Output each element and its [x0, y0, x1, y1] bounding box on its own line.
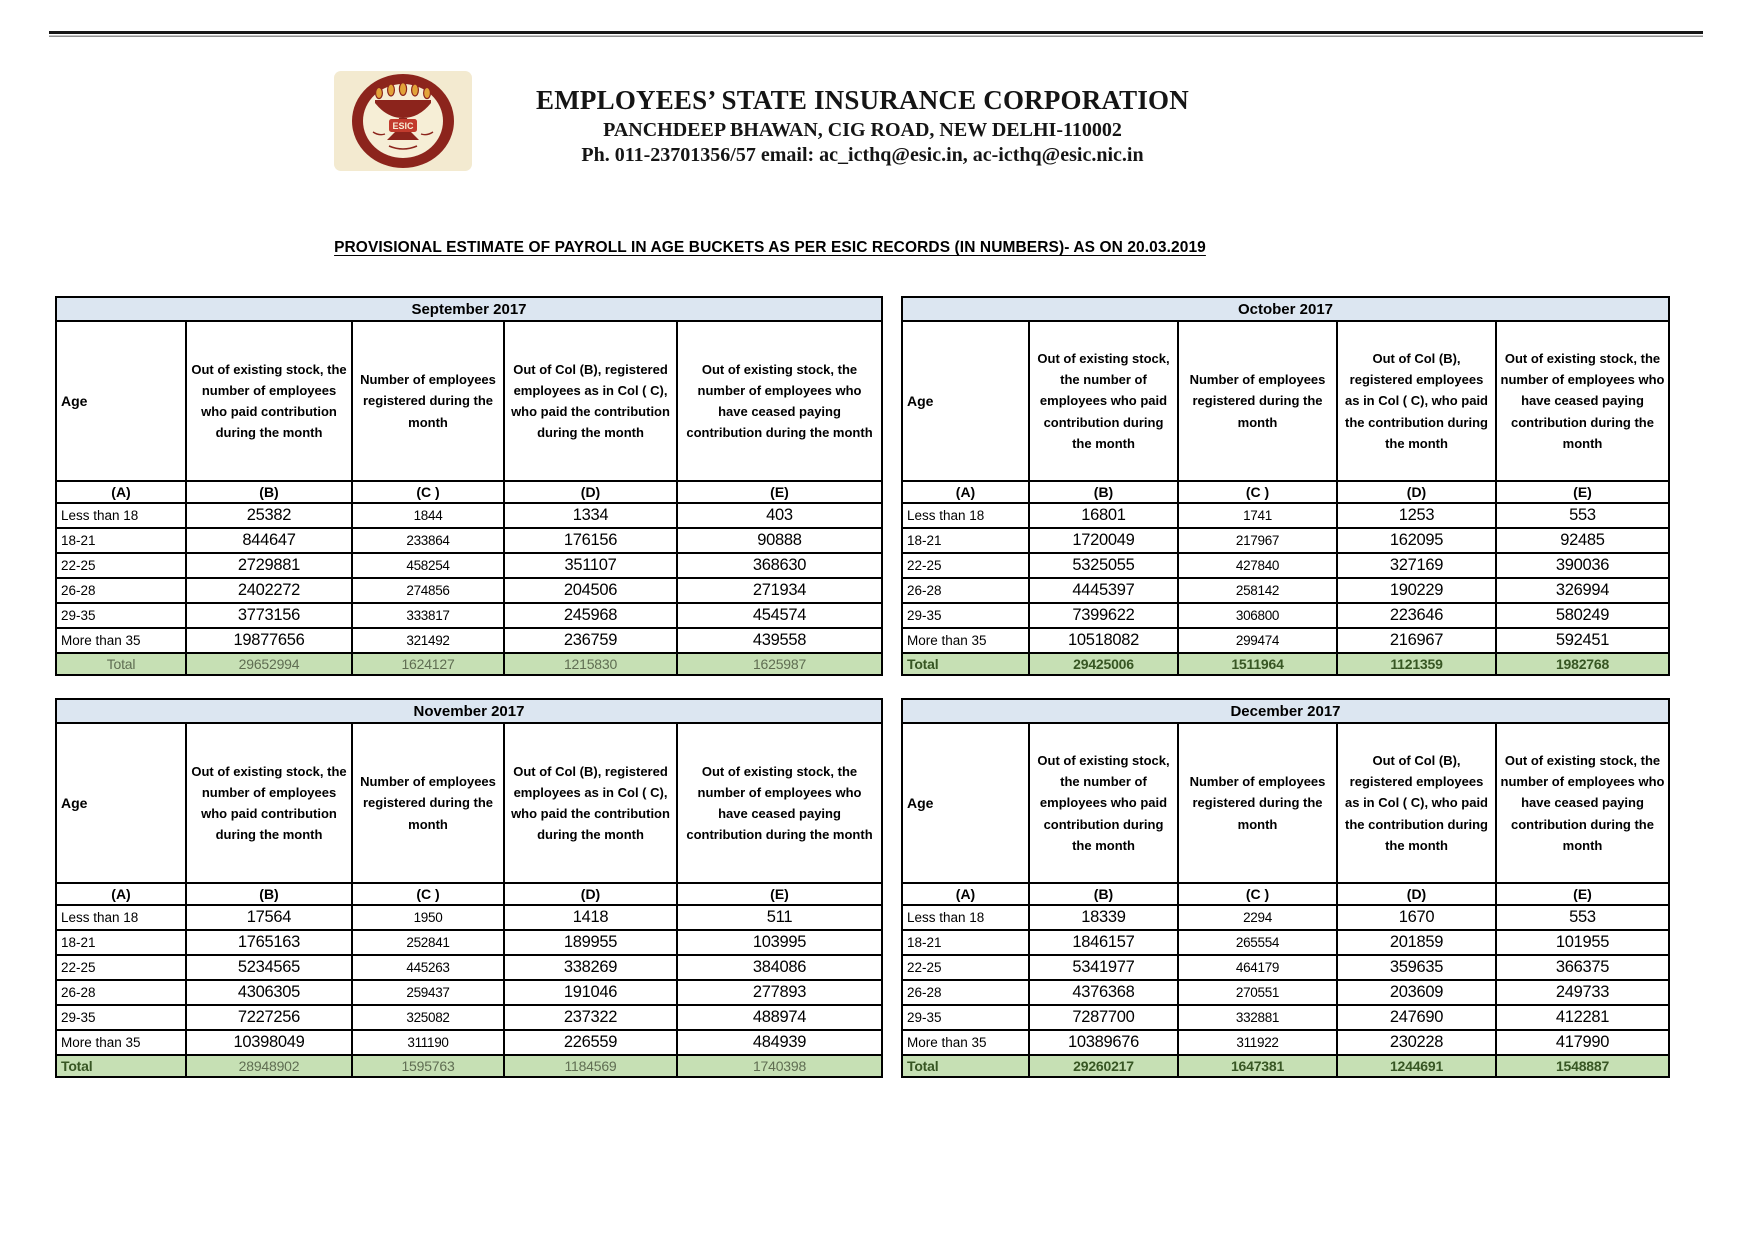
column-header: Out of Col (B), registered employees as in Col ( C), who paid the contribution during the month — [1337, 321, 1496, 481]
column-header: Out of existing stock, the number of employees who have ceased paying contribution during the month — [677, 723, 882, 883]
month-header: September 2017 — [56, 297, 882, 321]
value-cell: 332881 — [1178, 1005, 1337, 1030]
value-cell: 511 — [677, 905, 882, 930]
value-cell: 417990 — [1496, 1030, 1669, 1055]
value-cell: 1844 — [352, 503, 504, 528]
value-cell: 10518082 — [1029, 628, 1178, 653]
value-cell: 237322 — [504, 1005, 677, 1030]
value-cell: 359635 — [1337, 955, 1496, 980]
age-cell: 22-25 — [902, 955, 1029, 980]
value-cell: 271934 — [677, 578, 882, 603]
value-cell: 1253 — [1337, 503, 1496, 528]
total-value: 1121359 — [1337, 653, 1496, 675]
value-cell: 90888 — [677, 528, 882, 553]
total-value: 1624127 — [352, 653, 504, 675]
value-cell: 1670 — [1337, 905, 1496, 930]
table-september-2017 — [55, 296, 883, 676]
value-cell: 4376368 — [1029, 980, 1178, 1005]
value-cell: 311922 — [1178, 1030, 1337, 1055]
value-cell: 427840 — [1178, 553, 1337, 578]
org-contact: Ph. 011-23701356/57 email: ac_icthq@esic.in, ac-icthq@esic.nic.in — [581, 143, 1144, 166]
value-cell: 226559 — [504, 1030, 677, 1055]
value-cell: 17564 — [186, 905, 352, 930]
value-cell: 580249 — [1496, 603, 1669, 628]
column-header: Number of employees registered during the month — [352, 723, 504, 883]
column-letter: (E) — [677, 481, 882, 503]
value-cell: 274856 — [352, 578, 504, 603]
age-cell: More than 35 — [56, 1030, 186, 1055]
age-cell: 18-21 — [56, 528, 186, 553]
value-cell: 191046 — [504, 980, 677, 1005]
value-cell: 2294 — [1178, 905, 1337, 930]
age-cell: 29-35 — [902, 603, 1029, 628]
value-cell: 1950 — [352, 905, 504, 930]
value-cell: 488974 — [677, 1005, 882, 1030]
age-cell: Less than 18 — [902, 905, 1029, 930]
total-value: 1982768 — [1496, 653, 1669, 675]
value-cell: 19877656 — [186, 628, 352, 653]
column-letter: (C ) — [1178, 883, 1337, 905]
age-cell: 26-28 — [56, 980, 186, 1005]
month-header: November 2017 — [56, 699, 882, 723]
age-cell: 18-21 — [56, 930, 186, 955]
total-label: Total — [902, 653, 1029, 675]
column-letter: (D) — [504, 481, 677, 503]
value-cell: 445263 — [352, 955, 504, 980]
total-label: Total — [56, 653, 186, 675]
column-letter: (E) — [677, 883, 882, 905]
column-header: Out of existing stock, the number of employees who have ceased paying contribution during the month — [1496, 723, 1669, 883]
age-cell: 29-35 — [902, 1005, 1029, 1030]
value-cell: 252841 — [352, 930, 504, 955]
age-column-header: Age — [56, 723, 186, 883]
month-header: December 2017 — [902, 699, 1669, 723]
document-title: PROVISIONAL ESTIMATE OF PAYROLL IN AGE BUCKETS AS PER ESIC RECORDS (IN NUMBERS)- AS ON 20.03.2019 — [334, 239, 1206, 256]
value-cell: 553 — [1496, 503, 1669, 528]
value-cell: 384086 — [677, 955, 882, 980]
age-cell: Less than 18 — [902, 503, 1029, 528]
value-cell: 230228 — [1337, 1030, 1496, 1055]
column-header: Out of Col (B), registered employees as in Col ( C), who paid the contribution during the month — [504, 723, 677, 883]
value-cell: 1418 — [504, 905, 677, 930]
column-letter: (D) — [504, 883, 677, 905]
column-header: Out of existing stock, the number of employees who paid contribution during the month — [1029, 723, 1178, 883]
value-cell: 1765163 — [186, 930, 352, 955]
value-cell: 4306305 — [186, 980, 352, 1005]
value-cell: 7399622 — [1029, 603, 1178, 628]
org-address: PANCHDEEP BHAWAN, CIG ROAD, NEW DELHI-110002 — [603, 118, 1122, 141]
age-column-header: Age — [902, 723, 1029, 883]
age-cell: 26-28 — [56, 578, 186, 603]
column-letter: (D) — [1337, 883, 1496, 905]
value-cell: 368630 — [677, 553, 882, 578]
value-cell: 311190 — [352, 1030, 504, 1055]
value-cell: 7287700 — [1029, 1005, 1178, 1030]
age-cell: 29-35 — [56, 603, 186, 628]
value-cell: 270551 — [1178, 980, 1337, 1005]
column-header: Out of existing stock, the number of employees who paid contribution during the month — [186, 723, 352, 883]
age-cell: 26-28 — [902, 980, 1029, 1005]
column-header: Out of existing stock, the number of employees who paid contribution during the month — [186, 321, 352, 481]
value-cell: 216967 — [1337, 628, 1496, 653]
value-cell: 1720049 — [1029, 528, 1178, 553]
value-cell: 3773156 — [186, 603, 352, 628]
value-cell: 249733 — [1496, 980, 1669, 1005]
value-cell: 1741 — [1178, 503, 1337, 528]
value-cell: 321492 — [352, 628, 504, 653]
total-value: 1647381 — [1178, 1055, 1337, 1077]
value-cell: 306800 — [1178, 603, 1337, 628]
value-cell: 5234565 — [186, 955, 352, 980]
value-cell: 458254 — [352, 553, 504, 578]
column-header: Out of existing stock, the number of employees who have ceased paying contribution during the month — [1496, 321, 1669, 481]
age-cell: Less than 18 — [56, 905, 186, 930]
column-letter: (B) — [1029, 883, 1178, 905]
month-header: October 2017 — [902, 297, 1669, 321]
value-cell: 553 — [1496, 905, 1669, 930]
value-cell: 333817 — [352, 603, 504, 628]
value-cell: 190229 — [1337, 578, 1496, 603]
total-value: 29260217 — [1029, 1055, 1178, 1077]
value-cell: 245968 — [504, 603, 677, 628]
value-cell: 10398049 — [186, 1030, 352, 1055]
value-cell: 1846157 — [1029, 930, 1178, 955]
value-cell: 1334 — [504, 503, 677, 528]
value-cell: 484939 — [677, 1030, 882, 1055]
value-cell: 327169 — [1337, 553, 1496, 578]
age-cell: More than 35 — [56, 628, 186, 653]
column-letter: (E) — [1496, 883, 1669, 905]
column-letter: (C ) — [352, 883, 504, 905]
value-cell: 247690 — [1337, 1005, 1496, 1030]
column-header: Out of Col (B), registered employees as in Col ( C), who paid the contribution during the month — [1337, 723, 1496, 883]
column-letter: (D) — [1337, 481, 1496, 503]
value-cell: 277893 — [677, 980, 882, 1005]
column-letter: (B) — [1029, 481, 1178, 503]
column-letter: (C ) — [352, 481, 504, 503]
age-cell: 26-28 — [902, 578, 1029, 603]
value-cell: 366375 — [1496, 955, 1669, 980]
value-cell: 7227256 — [186, 1005, 352, 1030]
total-value: 29652994 — [186, 653, 352, 675]
value-cell: 390036 — [1496, 553, 1669, 578]
age-column-header: Age — [902, 321, 1029, 481]
table-october-2017 — [901, 296, 1670, 676]
total-value: 1595763 — [352, 1055, 504, 1077]
total-label: Total — [902, 1055, 1029, 1077]
age-cell: More than 35 — [902, 1030, 1029, 1055]
value-cell: 5341977 — [1029, 955, 1178, 980]
column-letter: (E) — [1496, 481, 1669, 503]
column-letter: (B) — [186, 883, 352, 905]
top-rule — [49, 31, 1703, 37]
column-letter: (A) — [56, 883, 186, 905]
total-value: 1184569 — [504, 1055, 677, 1077]
org-name: EMPLOYEES’ STATE INSURANCE CORPORATION — [536, 85, 1189, 115]
value-cell: 454574 — [677, 603, 882, 628]
value-cell: 217967 — [1178, 528, 1337, 553]
column-header: Number of employees registered during the month — [1178, 723, 1337, 883]
value-cell: 101955 — [1496, 930, 1669, 955]
value-cell: 464179 — [1178, 955, 1337, 980]
value-cell: 259437 — [352, 980, 504, 1005]
age-cell: 22-25 — [56, 955, 186, 980]
age-cell: 29-35 — [56, 1005, 186, 1030]
value-cell: 439558 — [677, 628, 882, 653]
column-letter: (B) — [186, 481, 352, 503]
age-column-header: Age — [56, 321, 186, 481]
value-cell: 204506 — [504, 578, 677, 603]
value-cell: 103995 — [677, 930, 882, 955]
value-cell: 223646 — [1337, 603, 1496, 628]
value-cell: 233864 — [352, 528, 504, 553]
total-value: 1511964 — [1178, 653, 1337, 675]
age-cell: 18-21 — [902, 528, 1029, 553]
value-cell: 592451 — [1496, 628, 1669, 653]
column-header: Out of existing stock, the number of employees who paid contribution during the month — [1029, 321, 1178, 481]
org-header — [380, 86, 1345, 167]
value-cell: 92485 — [1496, 528, 1669, 553]
value-cell: 10389676 — [1029, 1030, 1178, 1055]
value-cell: 203609 — [1337, 980, 1496, 1005]
total-value: 29425006 — [1029, 653, 1178, 675]
value-cell: 412281 — [1496, 1005, 1669, 1030]
value-cell: 299474 — [1178, 628, 1337, 653]
svg-text:ESIC: ESIC — [392, 121, 414, 131]
column-header: Out of Col (B), registered employees as in Col ( C), who paid the contribution during the month — [504, 321, 677, 481]
total-value: 1215830 — [504, 653, 677, 675]
value-cell: 844647 — [186, 528, 352, 553]
column-header: Number of employees registered during the month — [352, 321, 504, 481]
age-cell: 22-25 — [56, 553, 186, 578]
age-cell: 18-21 — [902, 930, 1029, 955]
column-letter: (A) — [56, 481, 186, 503]
total-value: 1244691 — [1337, 1055, 1496, 1077]
column-header: Number of employees registered during the month — [1178, 321, 1337, 481]
value-cell: 403 — [677, 503, 882, 528]
value-cell: 16801 — [1029, 503, 1178, 528]
value-cell: 338269 — [504, 955, 677, 980]
value-cell: 236759 — [504, 628, 677, 653]
age-cell: Less than 18 — [56, 503, 186, 528]
age-cell: 22-25 — [902, 553, 1029, 578]
column-letter: (C ) — [1178, 481, 1337, 503]
value-cell: 201859 — [1337, 930, 1496, 955]
value-cell: 4445397 — [1029, 578, 1178, 603]
value-cell: 5325055 — [1029, 553, 1178, 578]
value-cell: 2729881 — [186, 553, 352, 578]
value-cell: 325082 — [352, 1005, 504, 1030]
value-cell: 25382 — [186, 503, 352, 528]
value-cell: 351107 — [504, 553, 677, 578]
table-november-2017 — [55, 698, 883, 1078]
column-header: Out of existing stock, the number of employees who have ceased paying contribution during the month — [677, 321, 882, 481]
total-value: 1548887 — [1496, 1055, 1669, 1077]
value-cell: 162095 — [1337, 528, 1496, 553]
value-cell: 18339 — [1029, 905, 1178, 930]
value-cell: 176156 — [504, 528, 677, 553]
value-cell: 326994 — [1496, 578, 1669, 603]
total-label: Total — [56, 1055, 186, 1077]
age-cell: More than 35 — [902, 628, 1029, 653]
total-value: 1740398 — [677, 1055, 882, 1077]
total-value: 28948902 — [186, 1055, 352, 1077]
total-value: 1625987 — [677, 653, 882, 675]
column-letter: (A) — [902, 883, 1029, 905]
column-letter: (A) — [902, 481, 1029, 503]
value-cell: 189955 — [504, 930, 677, 955]
value-cell: 258142 — [1178, 578, 1337, 603]
table-december-2017 — [901, 698, 1670, 1078]
value-cell: 265554 — [1178, 930, 1337, 955]
value-cell: 2402272 — [186, 578, 352, 603]
